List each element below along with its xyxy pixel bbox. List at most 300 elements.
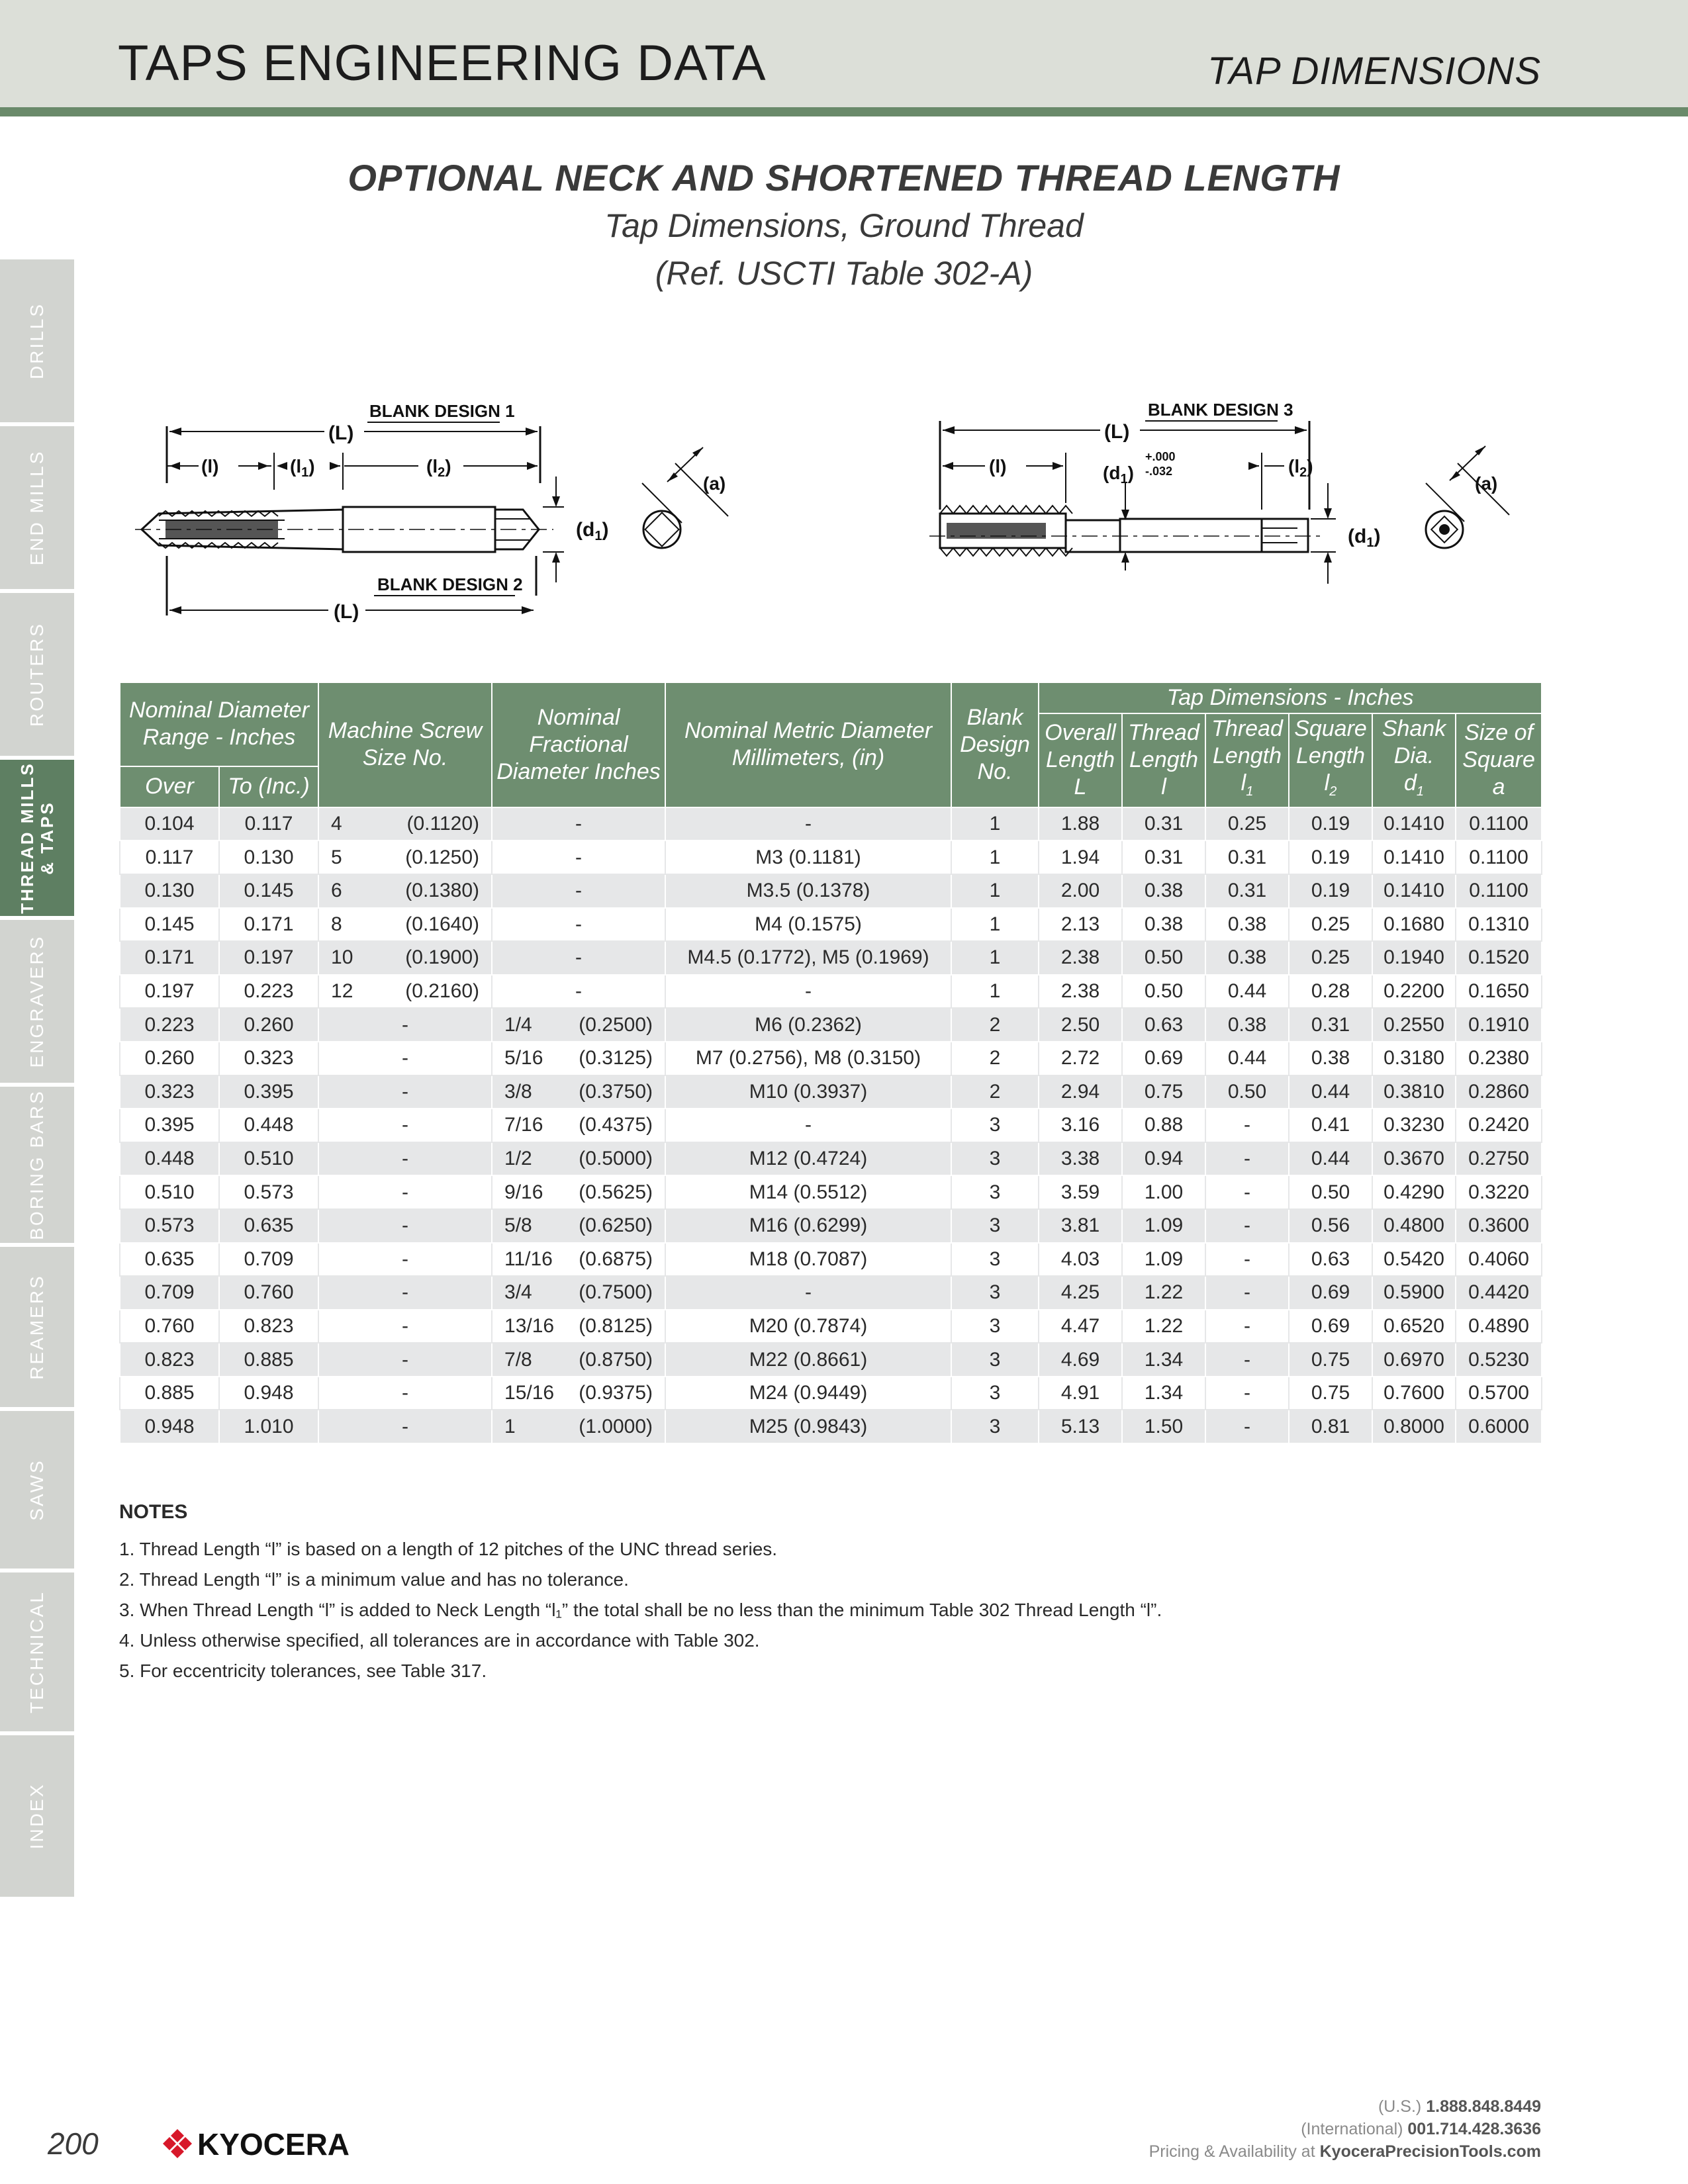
page-number: 200 (48, 2126, 99, 2161)
cell-thread-length: 0.31 (1122, 841, 1205, 874)
cell-metric: M14 (0.5512) (665, 1175, 951, 1209)
cell-machine-screw: - (318, 1310, 492, 1343)
table-row (120, 874, 1542, 908)
website-link[interactable]: KyoceraPrecisionTools.com (1319, 2142, 1541, 2161)
svg-text:+.000: +.000 (1145, 450, 1176, 463)
cell-over: 0.260 (120, 1042, 219, 1075)
header-section: TAP DIMENSIONS (1207, 50, 1541, 93)
cell-metric: - (665, 1276, 951, 1310)
cell-blank-design: 1 (951, 908, 1039, 942)
cell-fractional: 7/8 (0.8750) (492, 1343, 665, 1377)
table-row (120, 807, 1542, 841)
cell-square-length: 0.75 (1289, 1343, 1372, 1377)
cell-overall-length: 5.13 (1039, 1410, 1122, 1443)
cell-machine-screw: - (318, 1410, 492, 1443)
cell-fractional: - (492, 975, 665, 1009)
cell-over: 0.573 (120, 1209, 219, 1243)
kyocera-logo (162, 2127, 360, 2160)
cell-blank-design: 2 (951, 1075, 1039, 1109)
cell-overall-length: 3.38 (1039, 1142, 1122, 1176)
cell-square-size: 0.4890 (1456, 1310, 1542, 1343)
header-over: Over (120, 766, 219, 807)
table-row (120, 1109, 1542, 1142)
cell-thread-length-1: - (1205, 1109, 1289, 1142)
table-row (120, 1343, 1542, 1377)
cell-to: 0.823 (219, 1310, 318, 1343)
cell-shank-dia: 0.6970 (1372, 1343, 1456, 1377)
cell-square-size: 0.1100 (1456, 874, 1542, 908)
cell-over: 0.145 (120, 908, 219, 942)
cell-shank-dia: 0.4800 (1372, 1209, 1456, 1243)
cell-overall-length: 4.91 (1039, 1377, 1122, 1410)
sidebar-tab-saws[interactable]: SAWS (0, 1411, 74, 1572)
cell-square-length: 0.41 (1289, 1109, 1372, 1142)
svg-text:(l1): $(l_1)$ (290, 456, 315, 480)
blank-design-1-2-drawing (132, 397, 761, 635)
cell-square-length: 0.19 (1289, 841, 1372, 874)
cell-shank-dia: 0.3810 (1372, 1075, 1456, 1109)
header-overall-length: Overall Length L (1039, 713, 1122, 807)
note-item: 1. Thread Length “l” is based on a length of 12 pitches of the UNC thread series. (119, 1539, 778, 1559)
cell-square-length: 0.25 (1289, 941, 1372, 975)
cell-square-size: 0.1520 (1456, 941, 1542, 975)
svg-text:(L): (L) (328, 422, 354, 444)
cell-fractional: 7/16 (0.4375) (492, 1109, 665, 1142)
table-row (120, 1142, 1542, 1176)
header-to-inc: To (Inc.) (219, 766, 318, 807)
cell-fractional: 1/2 (0.5000) (492, 1142, 665, 1176)
table-row (120, 1377, 1542, 1410)
cell-blank-design: 1 (951, 807, 1039, 841)
cell-thread-length-1: - (1205, 1209, 1289, 1243)
cell-blank-design: 3 (951, 1209, 1039, 1243)
cell-metric: - (665, 1109, 951, 1142)
cell-overall-length: 2.50 (1039, 1008, 1122, 1042)
sidebar-tab-technical[interactable]: TECHNICAL (0, 1572, 74, 1735)
cell-square-size: 0.3600 (1456, 1209, 1542, 1243)
cell-blank-design: 1 (951, 841, 1039, 874)
cell-square-size: 0.6000 (1456, 1410, 1542, 1443)
cell-thread-length: 1.09 (1122, 1209, 1205, 1243)
cell-square-length: 0.69 (1289, 1310, 1372, 1343)
cell-blank-design: 3 (951, 1310, 1039, 1343)
cell-thread-length-1: 0.31 (1205, 841, 1289, 874)
cell-fractional: - (492, 908, 665, 942)
cell-fractional: 9/16 (0.5625) (492, 1175, 665, 1209)
page-reference: (Ref. USCTI Table 302-A) (655, 255, 1033, 292)
cell-machine-screw: - (318, 1075, 492, 1109)
cell-thread-length-1: 0.38 (1205, 1008, 1289, 1042)
cell-over: 0.510 (120, 1175, 219, 1209)
cell-machine-screw: - (318, 1142, 492, 1176)
cell-thread-length-1: - (1205, 1142, 1289, 1176)
table-row (120, 1042, 1542, 1075)
cell-metric: M10 (0.3937) (665, 1075, 951, 1109)
cell-overall-length: 3.16 (1039, 1109, 1122, 1142)
header-machine-screw: Machine Screw Size No. (318, 682, 492, 807)
cell-square-size: 0.1310 (1456, 908, 1542, 942)
sidebar (0, 259, 74, 1901)
cell-fractional: - (492, 807, 665, 841)
cell-thread-length: 0.88 (1122, 1109, 1205, 1142)
sidebar-tab-drills[interactable]: DRILLS (0, 259, 74, 426)
cell-over: 0.885 (120, 1377, 219, 1410)
cell-thread-length: 0.63 (1122, 1008, 1205, 1042)
cell-machine-screw: 4 (0.1120) (318, 807, 492, 841)
cell-thread-length: 1.34 (1122, 1377, 1205, 1410)
header-shank-dia: Shank Dia. $d_1$ (1372, 713, 1456, 807)
table-row (120, 1008, 1542, 1042)
cell-to: 0.573 (219, 1175, 318, 1209)
cell-thread-length: 1.22 (1122, 1310, 1205, 1343)
cell-thread-length-1: - (1205, 1343, 1289, 1377)
cell-shank-dia: 0.5900 (1372, 1276, 1456, 1310)
svg-text:KYOCERA: KYOCERA (197, 2127, 350, 2160)
cell-thread-length: 1.00 (1122, 1175, 1205, 1209)
notes-list (119, 1534, 1162, 1686)
svg-text:(d1): $(d_1)$ (576, 519, 609, 543)
cell-overall-length: 4.03 (1039, 1243, 1122, 1277)
cell-machine-screw: - (318, 1042, 492, 1075)
cell-machine-screw: - (318, 1109, 492, 1142)
header-title: TAPS ENGINEERING DATA (118, 35, 767, 91)
sidebar-tab-thread-mills-taps[interactable]: THREAD MILLS & TAPS (0, 760, 74, 920)
cell-over: 0.948 (120, 1410, 219, 1443)
cell-thread-length-1: 0.44 (1205, 975, 1289, 1009)
svg-text:BLANK DESIGN 2: BLANK DESIGN 2 (377, 574, 523, 594)
sidebar-tab-reamers[interactable]: REAMERS (0, 1247, 74, 1411)
cell-to: 0.760 (219, 1276, 318, 1310)
cell-metric: M22 (0.8661) (665, 1343, 951, 1377)
svg-text:(l2): $(l_2)$ (426, 456, 451, 480)
header-fractional: Nominal Fractional Diameter Inches (492, 682, 665, 807)
header-rule (0, 107, 1688, 116)
svg-text:(L): (L) (1104, 421, 1130, 443)
cell-blank-design: 2 (951, 1042, 1039, 1075)
cell-square-size: 0.5230 (1456, 1343, 1542, 1377)
table-row (120, 941, 1542, 975)
cell-square-size: 0.2750 (1456, 1142, 1542, 1176)
svg-text:BLANK DESIGN 3: BLANK DESIGN 3 (1148, 400, 1293, 420)
table-row (120, 1075, 1542, 1109)
cell-to: 1.010 (219, 1410, 318, 1443)
cell-shank-dia: 0.5420 (1372, 1243, 1456, 1277)
cell-square-size: 0.1910 (1456, 1008, 1542, 1042)
header-tap-dimensions: Tap Dimensions - Inches (1039, 682, 1542, 713)
cell-square-size: 0.4060 (1456, 1243, 1542, 1277)
cell-blank-design: 3 (951, 1276, 1039, 1310)
cell-metric: M3 (0.1181) (665, 841, 951, 874)
cell-machine-screw: 10 (0.1900) (318, 941, 492, 975)
cell-over: 0.395 (120, 1109, 219, 1142)
svg-text:(l2): $(l_2)$ (1288, 456, 1313, 480)
cell-thread-length: 0.50 (1122, 975, 1205, 1009)
cell-machine-screw: 6 (0.1380) (318, 874, 492, 908)
cell-machine-screw: - (318, 1343, 492, 1377)
cell-to: 0.448 (219, 1109, 318, 1142)
cell-to: 0.948 (219, 1377, 318, 1410)
cell-blank-design: 3 (951, 1343, 1039, 1377)
cell-blank-design: 1 (951, 975, 1039, 1009)
cell-square-length: 0.28 (1289, 975, 1372, 1009)
cell-thread-length-1: - (1205, 1310, 1289, 1343)
table-row (120, 1209, 1542, 1243)
cell-to: 0.145 (219, 874, 318, 908)
cell-overall-length: 2.38 (1039, 975, 1122, 1009)
cell-blank-design: 1 (951, 941, 1039, 975)
sidebar-tab-boring-bars[interactable]: BORING BARS (0, 1087, 74, 1247)
cell-shank-dia: 0.1410 (1372, 841, 1456, 874)
cell-blank-design: 3 (951, 1410, 1039, 1443)
cell-to: 0.510 (219, 1142, 318, 1176)
cell-fractional: 15/16 (0.9375) (492, 1377, 665, 1410)
header-square-size: Size of Square a (1456, 713, 1542, 807)
cell-thread-length-1: 0.38 (1205, 908, 1289, 942)
cell-thread-length-1: - (1205, 1243, 1289, 1277)
svg-text:BLANK DESIGN 1: BLANK DESIGN 1 (369, 401, 515, 421)
cell-over: 0.223 (120, 1008, 219, 1042)
cell-to: 0.197 (219, 941, 318, 975)
cell-machine-screw: 12 (0.2160) (318, 975, 492, 1009)
cell-machine-screw: - (318, 1209, 492, 1243)
cell-overall-length: 4.69 (1039, 1343, 1122, 1377)
cell-thread-length-1: 0.31 (1205, 874, 1289, 908)
cell-thread-length: 0.38 (1122, 874, 1205, 908)
cell-shank-dia: 0.1410 (1372, 874, 1456, 908)
cell-over: 0.448 (120, 1142, 219, 1176)
cell-machine-screw: 8 (0.1640) (318, 908, 492, 942)
header-nominal-range: Nominal Diameter Range - Inches (120, 682, 318, 766)
cell-overall-length: 3.81 (1039, 1209, 1122, 1243)
sidebar-tab-engravers[interactable]: ENGRAVERS (0, 920, 74, 1087)
note-item: 5. For eccentricity tolerances, see Table 317. (119, 1661, 487, 1681)
cell-overall-length: 2.13 (1039, 908, 1122, 942)
cell-shank-dia: 0.2200 (1372, 975, 1456, 1009)
cell-to: 0.395 (219, 1075, 318, 1109)
cell-blank-design: 1 (951, 874, 1039, 908)
cell-blank-design: 3 (951, 1377, 1039, 1410)
cell-square-size: 0.3220 (1456, 1175, 1542, 1209)
table-row (120, 1175, 1542, 1209)
cell-fractional: - (492, 874, 665, 908)
cell-overall-length: 4.47 (1039, 1310, 1122, 1343)
cell-square-size: 0.2420 (1456, 1109, 1542, 1142)
cell-fractional: 3/4 (0.7500) (492, 1276, 665, 1310)
cell-square-size: 0.1650 (1456, 975, 1542, 1009)
table-row (120, 1310, 1542, 1343)
page-subtitle: Tap Dimensions, Ground Thread (604, 207, 1084, 244)
cell-fractional: - (492, 841, 665, 874)
blank-design-3-drawing (927, 397, 1549, 635)
cell-blank-design: 3 (951, 1175, 1039, 1209)
cell-to: 0.885 (219, 1343, 318, 1377)
cell-square-length: 0.44 (1289, 1142, 1372, 1176)
cell-thread-length-1: - (1205, 1377, 1289, 1410)
cell-metric: M6 (0.2362) (665, 1008, 951, 1042)
cell-machine-screw: - (318, 1377, 492, 1410)
cell-square-length: 0.56 (1289, 1209, 1372, 1243)
cell-metric: M7 (0.2756), M8 (0.3150) (665, 1042, 951, 1075)
cell-thread-length: 1.09 (1122, 1243, 1205, 1277)
table-row (120, 1243, 1542, 1277)
cell-thread-length: 0.75 (1122, 1075, 1205, 1109)
cell-thread-length-1: 0.50 (1205, 1075, 1289, 1109)
cell-thread-length-1: 0.38 (1205, 941, 1289, 975)
cell-metric: - (665, 807, 951, 841)
header-thread-length-1: Thread Length $l_1$ (1205, 713, 1289, 807)
cell-shank-dia: 0.3230 (1372, 1109, 1456, 1142)
cell-metric: M18 (0.7087) (665, 1243, 951, 1277)
cell-metric: M16 (0.6299) (665, 1209, 951, 1243)
cell-shank-dia: 0.1410 (1372, 807, 1456, 841)
cell-metric: M4.5 (0.1772), M5 (0.1969) (665, 941, 951, 975)
svg-text:(d1): $(d_1)$ (1103, 463, 1134, 486)
cell-shank-dia: 0.4290 (1372, 1175, 1456, 1209)
cell-to: 0.323 (219, 1042, 318, 1075)
cell-square-length: 0.63 (1289, 1243, 1372, 1277)
cell-over: 0.130 (120, 874, 219, 908)
cell-blank-design: 3 (951, 1142, 1039, 1176)
cell-square-length: 0.31 (1289, 1008, 1372, 1042)
cell-fractional: 1/4 (0.2500) (492, 1008, 665, 1042)
cell-over: 0.104 (120, 807, 219, 841)
cell-over: 0.823 (120, 1343, 219, 1377)
table-body (120, 807, 1542, 1443)
cell-metric: M4 (0.1575) (665, 908, 951, 942)
cell-fractional: 3/8 (0.3750) (492, 1075, 665, 1109)
cell-thread-length-1: 0.25 (1205, 807, 1289, 841)
cell-to: 0.635 (219, 1209, 318, 1243)
cell-metric: M3.5 (0.1378) (665, 874, 951, 908)
cell-fractional: - (492, 941, 665, 975)
cell-over: 0.323 (120, 1075, 219, 1109)
sidebar-tab-end-mills[interactable]: END MILLS (0, 426, 74, 593)
cell-square-size: 0.5700 (1456, 1377, 1542, 1410)
note-item: 2. Thread Length “l” is a minimum value and has no tolerance. (119, 1569, 629, 1590)
cell-square-length: 0.69 (1289, 1276, 1372, 1310)
cell-overall-length: 4.25 (1039, 1276, 1122, 1310)
cell-metric: M12 (0.4724) (665, 1142, 951, 1176)
cell-square-length: 0.81 (1289, 1410, 1372, 1443)
cell-blank-design: 2 (951, 1008, 1039, 1042)
cell-thread-length: 0.94 (1122, 1142, 1205, 1176)
cell-overall-length: 2.94 (1039, 1075, 1122, 1109)
table-row (120, 908, 1542, 942)
cell-over: 0.117 (120, 841, 219, 874)
cell-metric: M24 (0.9449) (665, 1377, 951, 1410)
cell-to: 0.260 (219, 1008, 318, 1042)
svg-text:(d1): $(d_1)$ (1348, 525, 1381, 550)
cell-overall-length: 1.94 (1039, 841, 1122, 874)
header-blank-design: Blank Design No. (951, 682, 1039, 807)
cell-thread-length-1: - (1205, 1410, 1289, 1443)
header-thread-length: Thread Length l (1122, 713, 1205, 807)
cell-machine-screw: 5 (0.1250) (318, 841, 492, 874)
cell-shank-dia: 0.7600 (1372, 1377, 1456, 1410)
table-row (120, 975, 1542, 1009)
sidebar-tab-routers[interactable]: ROUTERS (0, 593, 74, 760)
cell-thread-length-1: - (1205, 1276, 1289, 1310)
sidebar-tab-index[interactable]: INDEX (0, 1735, 74, 1901)
cell-over: 0.197 (120, 975, 219, 1009)
note-item: 3. When Thread Length “l” is added to Neck Length “l₁” the total shall be no less than the minimum Table 302 Thread Length “l”. (119, 1600, 1162, 1620)
cell-thread-length: 0.50 (1122, 941, 1205, 975)
cell-thread-length: 1.22 (1122, 1276, 1205, 1310)
svg-text:(l): (l) (989, 456, 1007, 477)
cell-shank-dia: 0.1680 (1372, 908, 1456, 942)
cell-machine-screw: - (318, 1175, 492, 1209)
cell-square-size: 0.2860 (1456, 1075, 1542, 1109)
cell-overall-length: 1.88 (1039, 807, 1122, 841)
cell-over: 0.635 (120, 1243, 219, 1277)
cell-shank-dia: 0.3670 (1372, 1142, 1456, 1176)
cell-square-length: 0.25 (1289, 908, 1372, 942)
cell-square-length: 0.38 (1289, 1042, 1372, 1075)
contact-info: (U.S.) 1.888.848.8449 (International) 001.714.428.3636 Pricing & Availability at KyoceraPrecisionTools.com (1149, 2097, 1541, 2161)
cell-to: 0.130 (219, 841, 318, 874)
cell-machine-screw: - (318, 1243, 492, 1277)
cell-machine-screw: - (318, 1008, 492, 1042)
notes-heading: NOTES (119, 1501, 188, 1523)
cell-shank-dia: 0.8000 (1372, 1410, 1456, 1443)
cell-square-length: 0.19 (1289, 874, 1372, 908)
cell-blank-design: 3 (951, 1109, 1039, 1142)
svg-text:(a): (a) (703, 473, 726, 494)
svg-text:(L): (L) (334, 601, 359, 623)
cell-thread-length: 0.69 (1122, 1042, 1205, 1075)
cell-square-size: 0.1100 (1456, 807, 1542, 841)
cell-square-size: 0.1100 (1456, 841, 1542, 874)
cell-thread-length-1: 0.44 (1205, 1042, 1289, 1075)
svg-text:(a): (a) (1475, 473, 1498, 494)
cell-shank-dia: 0.3180 (1372, 1042, 1456, 1075)
cell-shank-dia: 0.6520 (1372, 1310, 1456, 1343)
header-square-length: Square Length $l_2$ (1289, 713, 1372, 807)
cell-over: 0.709 (120, 1276, 219, 1310)
svg-text:-.032: -.032 (1145, 465, 1173, 478)
page-title: OPTIONAL NECK AND SHORTENED THREAD LENGTH (348, 157, 1340, 199)
cell-machine-screw: - (318, 1276, 492, 1310)
cell-square-length: 0.75 (1289, 1377, 1372, 1410)
cell-thread-length: 0.38 (1122, 908, 1205, 942)
cell-metric: M25 (0.9843) (665, 1410, 951, 1443)
cell-square-size: 0.2380 (1456, 1042, 1542, 1075)
cell-fractional: 5/16 (0.3125) (492, 1042, 665, 1075)
cell-overall-length: 3.59 (1039, 1175, 1122, 1209)
note-item: 4. Unless otherwise specified, all tolerances are in accordance with Table 302. (119, 1630, 760, 1651)
svg-text:(l): (l) (201, 456, 219, 477)
cell-fractional: 5/8 (0.6250) (492, 1209, 665, 1243)
header-metric: Nominal Metric Diameter Millimeters, (in) (665, 682, 951, 807)
cell-metric: M20 (0.7874) (665, 1310, 951, 1343)
cell-thread-length: 1.50 (1122, 1410, 1205, 1443)
table-row (120, 841, 1542, 874)
table-row (120, 1276, 1542, 1310)
tap-dimensions-table (119, 682, 1542, 1444)
cell-over: 0.171 (120, 941, 219, 975)
cell-square-size: 0.4420 (1456, 1276, 1542, 1310)
table-row (120, 1410, 1542, 1443)
cell-fractional: 1 (1.0000) (492, 1410, 665, 1443)
cell-thread-length: 0.31 (1122, 807, 1205, 841)
cell-metric: - (665, 975, 951, 1009)
cell-square-length: 0.50 (1289, 1175, 1372, 1209)
cell-fractional: 13/16 (0.8125) (492, 1310, 665, 1343)
cell-overall-length: 2.72 (1039, 1042, 1122, 1075)
cell-to: 0.171 (219, 908, 318, 942)
cell-to: 0.117 (219, 807, 318, 841)
cell-thread-length-1: - (1205, 1175, 1289, 1209)
